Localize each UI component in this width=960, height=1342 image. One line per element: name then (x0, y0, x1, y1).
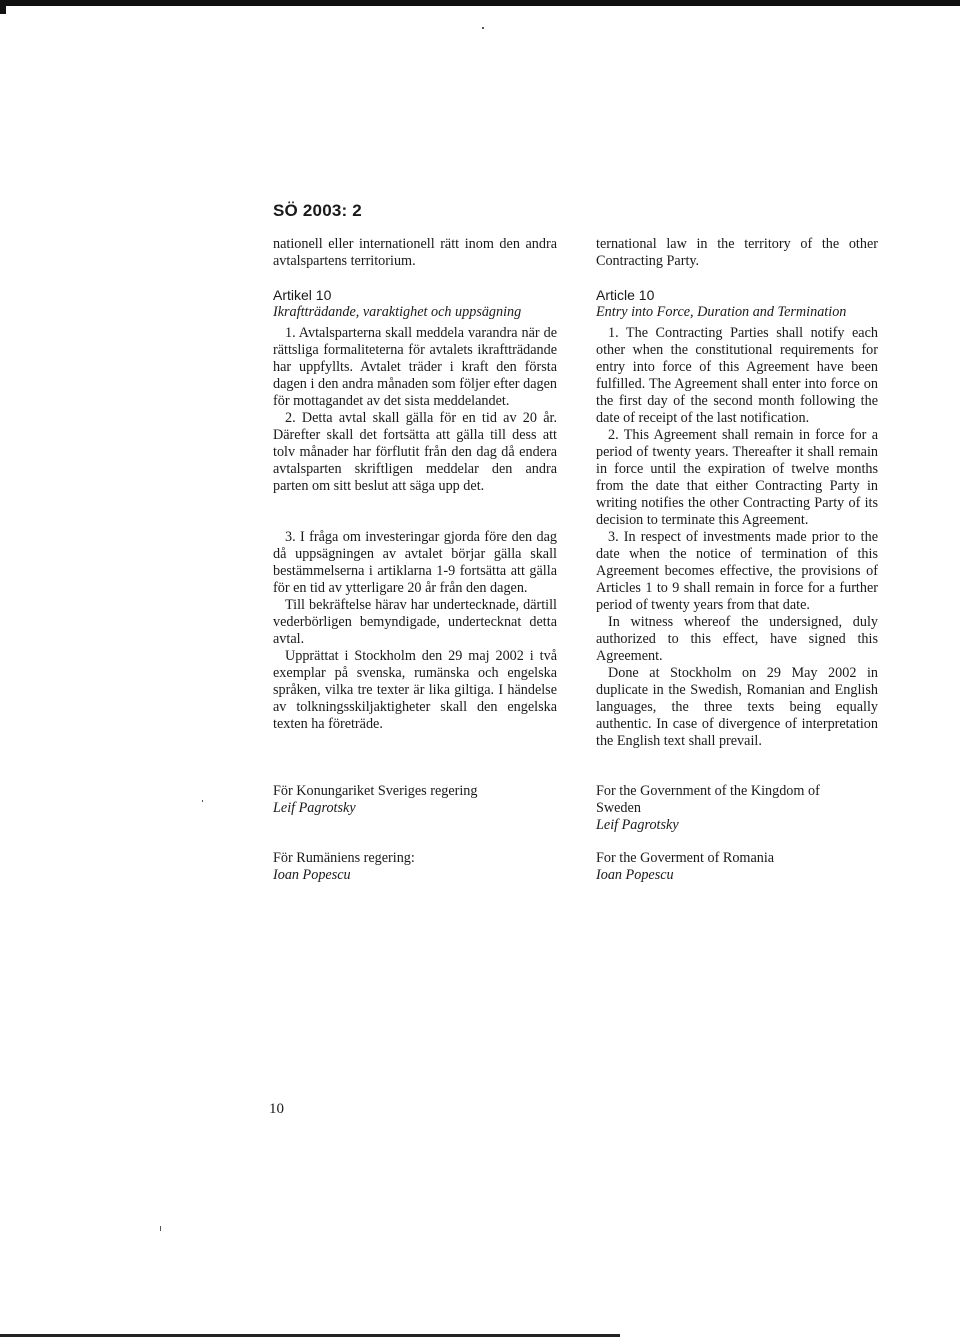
swedish-signature-romania-label: För Rumäniens regering: (273, 850, 415, 866)
english-column (596, 236, 878, 750)
english-intro: ternational law in the territory of the other Contracting Party. (596, 236, 878, 269)
english-paragraph-3: 3. In respect of investments made prior to the date when the notice of termination of this Agreement becomes effective, the provisions of Articles 1 to 9 shall remain in force for a further period of twenty years from that date. (596, 529, 878, 613)
english-signature-sweden-name: Leif Pagrotsky (596, 817, 679, 833)
top-left-scan-mark (0, 0, 6, 14)
swedish-article-title: Artikel 10 (273, 287, 332, 303)
english-signature-sweden (596, 783, 866, 834)
swedish-signature-romania-name: Ioan Popescu (273, 867, 351, 883)
english-article-title: Article 10 (596, 287, 655, 303)
swedish-intro: nationell eller internationell rätt inom den andra avtalspartens territorium. (273, 236, 557, 269)
top-scan-border (0, 0, 960, 6)
english-signature-romania-name: Ioan Popescu (596, 867, 674, 883)
document-header: SÖ 2003: 2 (273, 201, 362, 220)
swedish-signature-romania (273, 850, 563, 884)
english-paragraph-4: In witness whereof the undersigned, duly authorized to this effect, have signed this Agreement. (596, 614, 878, 664)
swedish-signature-sweden (273, 783, 563, 817)
english-signature-sweden-label: For the Government of the Kingdom of Sweden (596, 783, 820, 816)
swedish-paragraph-4: Till bekräftelse härav har undertecknade, därtill vederbörligen bemyndigade, undertecknat detta avtal. (273, 597, 557, 647)
swedish-signature-sweden-label: För Konungariket Sveriges regering (273, 783, 478, 799)
scan-speck (202, 800, 203, 802)
swedish-paragraph-1: 1. Avtalsparterna skall meddela varandra när de rättsliga formaliteterna för avtalets ikraftträdande har uppfyllts. Avtalet träder i kraft den första dagen i den andra månaden som följer efter dagen för mottagandet av det sista meddelandet. (273, 325, 557, 409)
page-number: 10 (269, 1101, 284, 1117)
swedish-paragraph-5: Upprättat i Stockholm den 29 maj 2002 i två exemplar på svenska, rumänska och engelska språken, vilka tre texter är lika giltiga. I händelse av tolkningsskiljaktigheter skall den engelska texten ha företräde. (273, 648, 557, 732)
english-signature-romania (596, 850, 886, 884)
swedish-column (273, 236, 557, 733)
swedish-article-subtitle: Ikraftträdande, varaktighet och uppsägning (273, 304, 522, 320)
english-paragraph-5: Done at Stockholm on 29 May 2002 in duplicate in the Swedish, Romanian and English languages, the three texts being equally authentic. In case of divergence of interpretation the English text shall prevail. (596, 665, 878, 749)
swedish-signature-sweden-name: Leif Pagrotsky (273, 800, 356, 816)
english-paragraph-2: 2. This Agreement shall remain in force for a period of twenty years. Thereafter it shall remain in force until the expiration of twelve months from the date that either Contracting Party in writing notifies the other Contracting Party of its decision to terminate this Agreement. (596, 427, 878, 528)
english-article-subtitle: Entry into Force, Duration and Termination (596, 304, 847, 320)
english-paragraph-1: 1. The Contracting Parties shall notify each other when the constitutional requirements for entry into force of this Agreement have been fulfilled. The Agreement shall enter into force on the first day of the second month following the date of receipt of the last notification. (596, 325, 878, 426)
swedish-paragraph-3: 3. I fråga om investeringar gjorda före den dag då uppsägningen av avtalet börjar gälla skall bestämmelserna i artiklarna 1-9 fortsätta att gälla för en tid av ytterligare 20 år från den dagen. (273, 529, 557, 596)
scan-speck (160, 1226, 161, 1231)
scan-speck (482, 27, 484, 29)
swedish-paragraph-2: 2. Detta avtal skall gälla för en tid av 20 år. Därefter skall det fortsätta att gälla till dess att tolv månader har förflutit från den dag då endera avtalsparten skriftligen meddelar den andra parten om sitt beslut att säga upp det. (273, 410, 557, 494)
english-signature-romania-label: For the Goverment of Romania (596, 850, 775, 866)
bottom-scan-border (0, 1334, 620, 1337)
